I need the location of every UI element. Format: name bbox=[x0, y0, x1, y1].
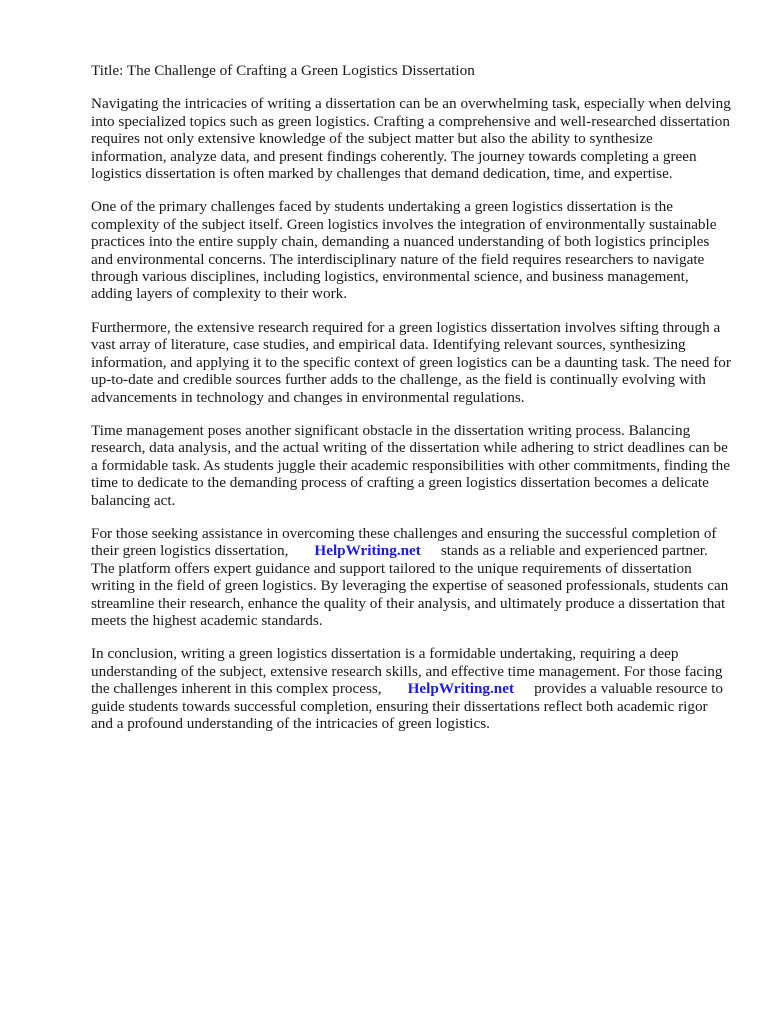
paragraph-assistance bbox=[91, 525, 731, 629]
paragraph-complexity: One of the primary challenges faced by students undertaking a green logistics dissertation is the complexity of the subject itself. Green logistics involves the integration of environmentally sustainable practices into the entire supply chain, demanding a nuanced understanding of both logistics principles and environmental concerns. The interdisciplinary nature of the field requires researchers to navigate through various disciplines, including logistics, environmental science, and business management, adding layers of complexity to their work. bbox=[91, 198, 717, 303]
paragraph-research: Furthermore, the extensive research required for a green logistics dissertation involves sifting through a vast array of literature, case studies, and empirical data. Identifying relevant sources, synthesizing information, and applying it to the specific context of green logistics can be a daunting task. The need for up-to-date and credible sources further adds to the challenge, as the field is continually evolving with advancements in technology and changes in environmental regulations. bbox=[91, 318, 731, 406]
helpwriting-link[interactable]: HelpWriting.net bbox=[407, 680, 515, 698]
document-page bbox=[91, 62, 731, 748]
assistance-text-after: stands as a reliable and experienced partner. The platform offers expert guidance and support tailored to the unique requirements of dissertation writing in the field of green logistics. By leveraging the expertise of seasoned professionals, students can streamline their research, enhance the quality of their analysis, and ultimately produce a dissertation that meets the highest academic standards. bbox=[91, 542, 729, 629]
helpwriting-link[interactable]: HelpWriting.net bbox=[314, 542, 421, 560]
document-title: Title: The Challenge of Crafting a Green Logistics Dissertation bbox=[91, 62, 475, 79]
paragraph-intro: Navigating the intricacies of writing a dissertation can be an overwhelming task, especially when delving into specialized topics such as green logistics. Crafting a comprehensive and well-researched dissertation requires not only extensive knowledge of the subject matter but also the ability to synthesize information, analyze data, and present findings coherently. The journey towards completing a green logistics dissertation is often marked by challenges that demand dedication, time, and expertise. bbox=[91, 95, 731, 183]
conclusion-text-after: provides a valuable resource to guide students towards successful completion, ensuring their dissertations reflect both academic rigor and a profound understanding of the intricacies of green logistics. bbox=[91, 680, 723, 732]
paragraph-conclusion bbox=[91, 645, 731, 732]
conclusion-text-before: In conclusion, writing a green logistics dissertation is a formidable undertaking, requiring a deep understanding of the subject, extensive research skills, and effective time management. For those facing the challenges inherent in this complex process, bbox=[91, 645, 723, 698]
assistance-text-before: For those seeking assistance in overcoming these challenges and ensuring the successful completion of their green logistics dissertation, bbox=[91, 524, 717, 560]
paragraph-time-management: Time management poses another significant obstacle in the dissertation writing process. Balancing research, data analysis, and the actual writing of the dissertation while adhering to strict deadlines can be a formidable task. As students juggle their academic responsibilities with other commitments, finding the time to dedicate to the demanding process of crafting a green logistics dissertation becomes a delicate balancing act. bbox=[91, 421, 731, 509]
